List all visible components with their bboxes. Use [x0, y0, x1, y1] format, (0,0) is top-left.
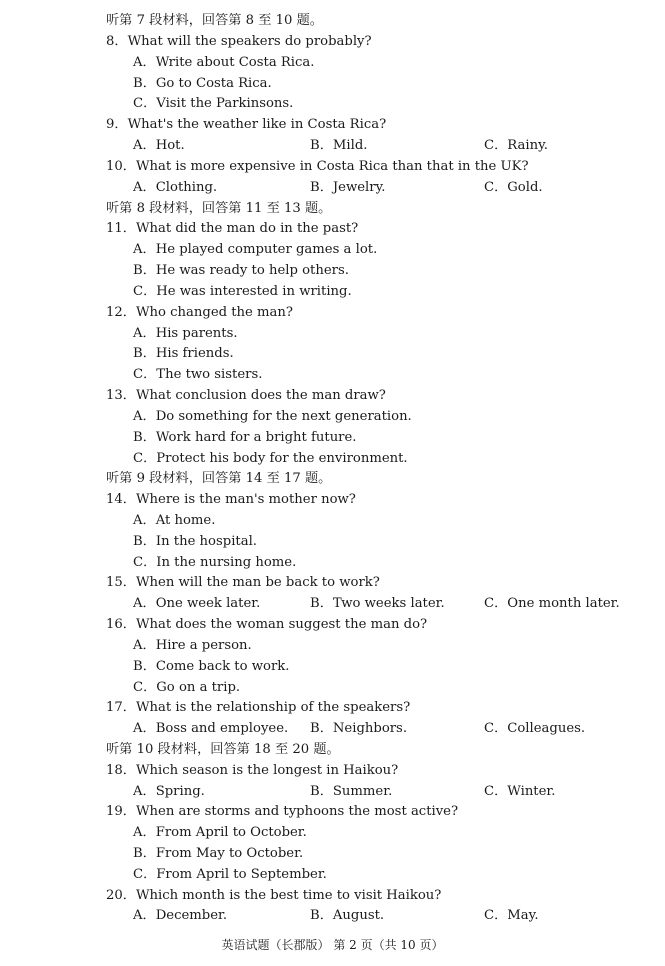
question-stem: 19．When are storms and typhoons the most active?: [106, 804, 459, 819]
option: B．Mild.: [310, 138, 368, 153]
option: A．One week later.: [133, 596, 261, 611]
option: A．Write about Costa Rica.: [133, 55, 315, 70]
section-heading: 听第 9 段材料，回答第 14 至 17 题。: [106, 471, 332, 486]
option: C．Go on a trip.: [133, 680, 241, 695]
question-stem: 11．What did the man do in the past?: [106, 221, 359, 236]
option: C．Colleagues.: [484, 721, 586, 736]
question-stem: 16．What does the woman suggest the man do?: [106, 617, 428, 632]
option: B．He was ready to help others.: [133, 263, 349, 278]
option: C．Gold.: [484, 180, 543, 195]
question-stem: 17．What is the relationship of the speakers?: [106, 700, 411, 715]
option: A．Do something for the next generation.: [133, 409, 412, 424]
option: A．From April to October.: [133, 825, 307, 840]
option: C．Protect his body for the environment.: [133, 451, 408, 466]
option: B．From May to October.: [133, 846, 304, 861]
option: A．He played computer games a lot.: [133, 242, 378, 257]
question-stem: 13．What conclusion does the man draw?: [106, 388, 386, 403]
option: A．Hot.: [133, 138, 185, 153]
option: C．Winter.: [484, 784, 556, 799]
option: A．At home.: [133, 513, 216, 528]
option: B．Come back to work.: [133, 659, 290, 674]
option: B．Neighbors.: [310, 721, 408, 736]
question-stem: 8．What will the speakers do probably?: [106, 34, 372, 49]
option: B．August.: [310, 908, 385, 923]
option: C．He was interested in writing.: [133, 284, 352, 299]
question-stem: 10．What is more expensive in Costa Rica than that in the UK?: [106, 159, 529, 174]
question-stem: 14．Where is the man's mother now?: [106, 492, 356, 507]
question-stem: 9．What's the weather like in Costa Rica?: [106, 117, 387, 132]
option: A．Boss and employee.: [133, 721, 289, 736]
option: B．Summer.: [310, 784, 393, 799]
option: C．Rainy.: [484, 138, 548, 153]
option: B．Jewelry.: [310, 180, 386, 195]
page-footer: 英语试题（长郡版） 第 2 页（共 10 页）: [221, 938, 444, 952]
option: C．In the nursing home.: [133, 555, 297, 570]
option: A．December.: [133, 908, 228, 923]
option: A．Clothing.: [133, 180, 218, 195]
option: B．Go to Costa Rica.: [133, 76, 272, 91]
option: B．His friends.: [133, 346, 234, 361]
option: B．Two weeks later.: [310, 596, 445, 611]
section-heading: 听第 10 段材料，回答第 18 至 20 题。: [106, 742, 340, 757]
question-stem: 20．Which month is the best time to visit Haikou?: [106, 888, 442, 903]
section-heading: 听第 7 段材料，回答第 8 至 10 题。: [106, 13, 323, 28]
question-stem: 18．Which season is the longest in Haikou?: [106, 763, 399, 778]
option: C．The two sisters.: [133, 367, 263, 382]
question-stem: 15．When will the man be back to work?: [106, 575, 380, 590]
option: A．His parents.: [133, 326, 238, 341]
option: A．Hire a person.: [133, 638, 252, 653]
option: C．One month later.: [484, 596, 620, 611]
option: B．In the hospital.: [133, 534, 257, 549]
option: C．May.: [484, 908, 539, 923]
option: A．Spring.: [133, 784, 205, 799]
option: C．Visit the Parkinsons.: [133, 96, 294, 111]
option: B．Work hard for a bright future.: [133, 430, 357, 445]
question-stem: 12．Who changed the man?: [106, 305, 293, 320]
section-heading: 听第 8 段材料，回答第 11 至 13 题。: [106, 201, 332, 216]
option: C．From April to September.: [133, 867, 327, 882]
